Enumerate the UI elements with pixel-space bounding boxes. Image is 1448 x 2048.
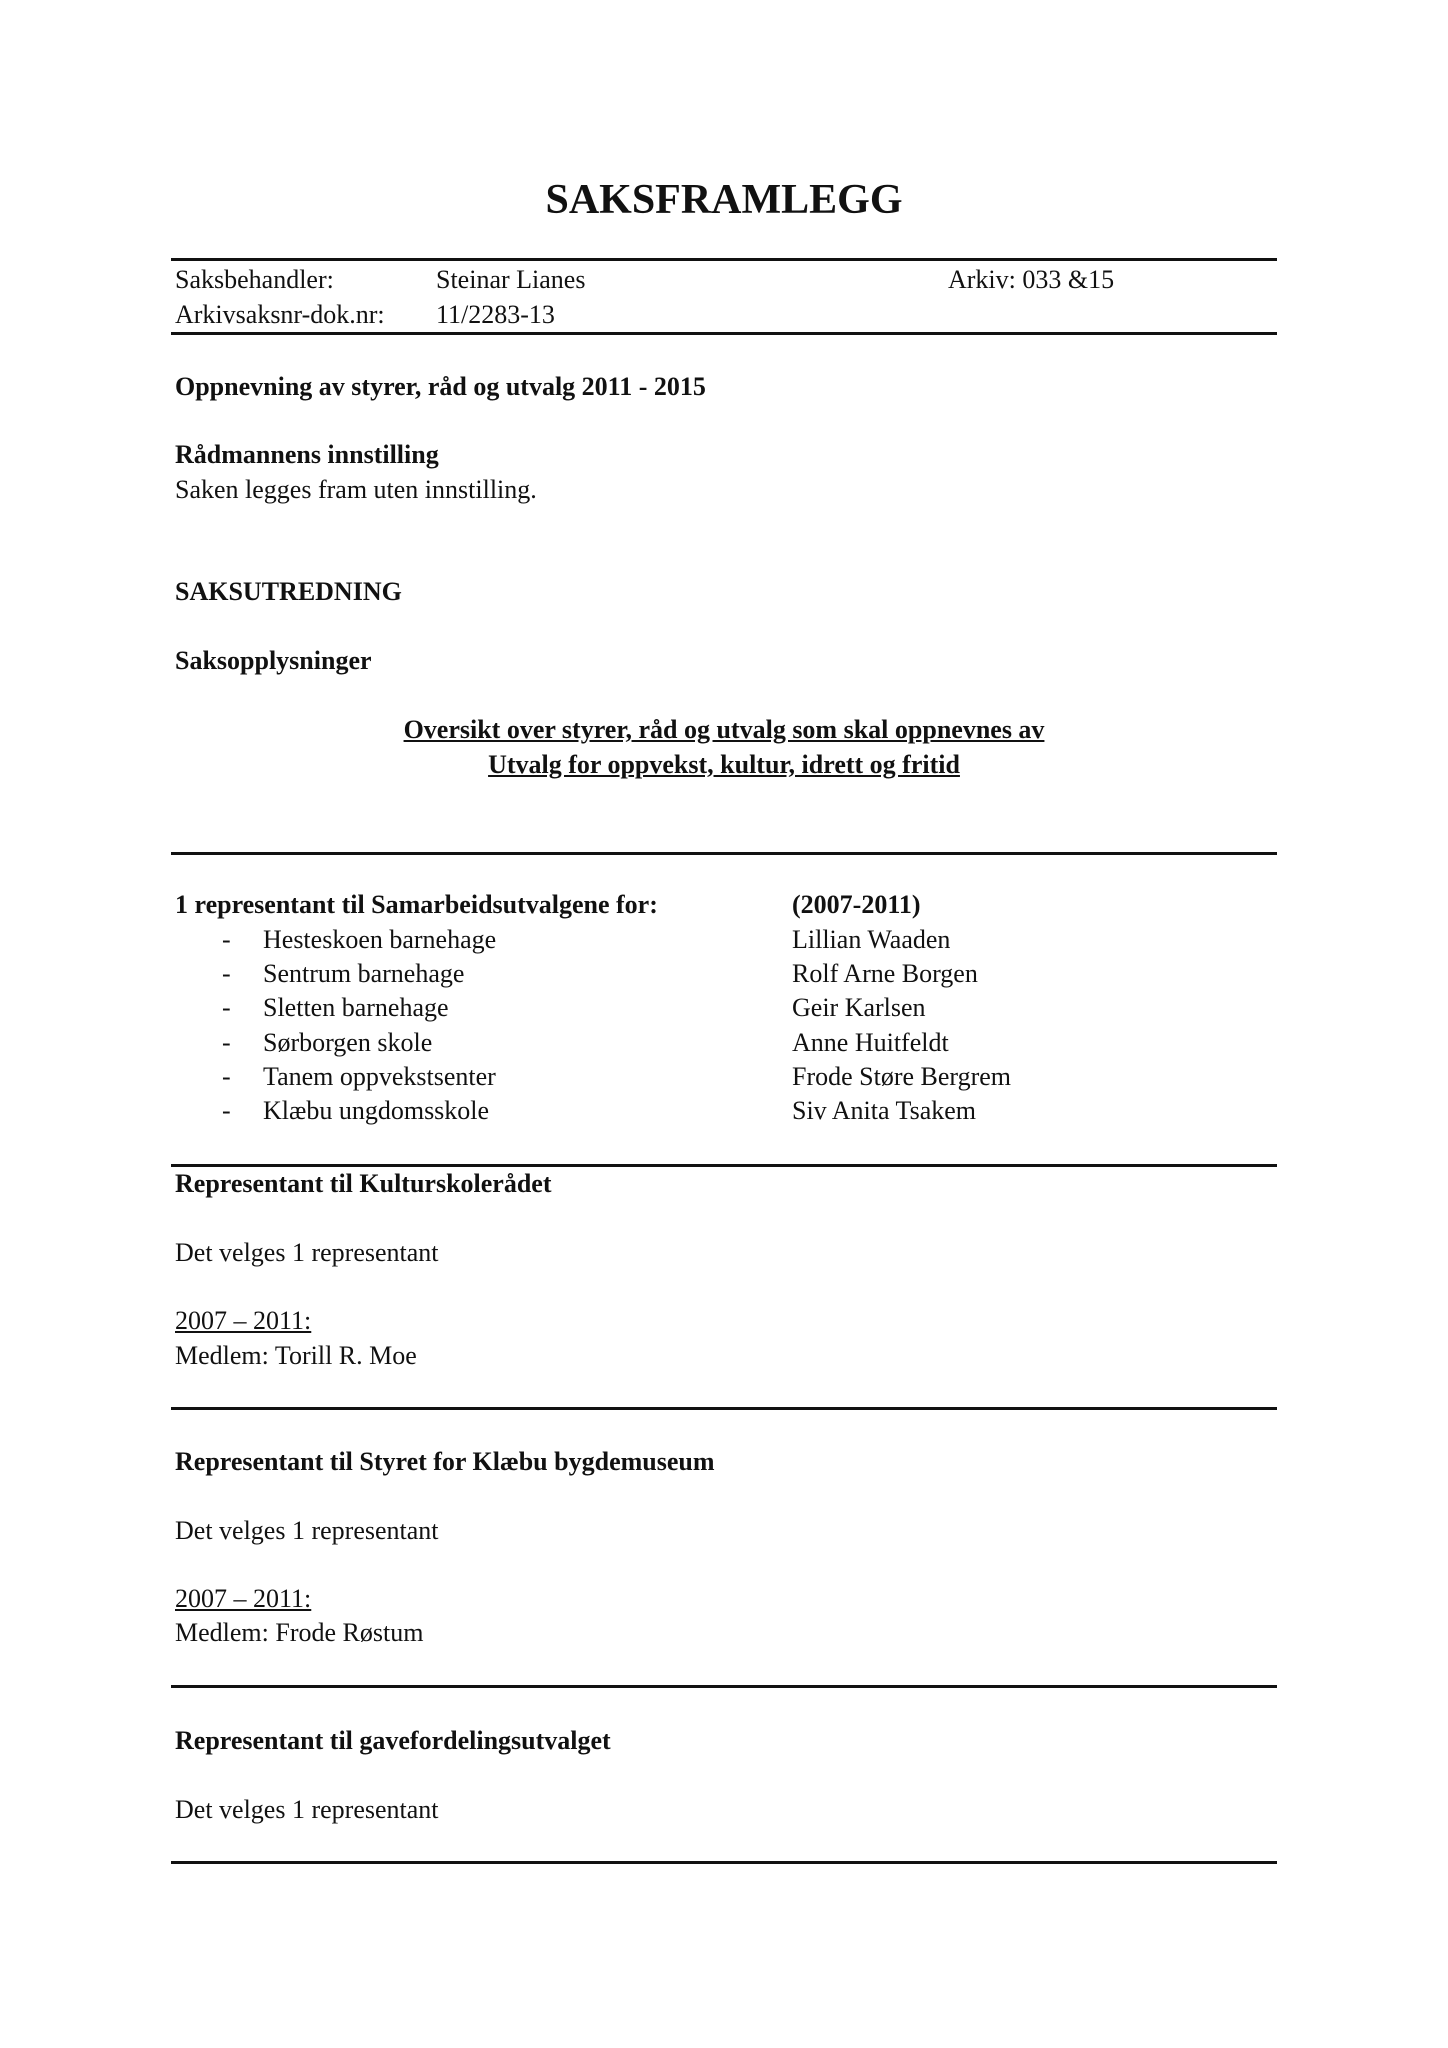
bullet-dash: - <box>222 993 231 1022</box>
person-name: Anne Huitfeldt <box>792 1028 949 1057</box>
saksopplysninger-heading: Saksopplysninger <box>175 646 372 675</box>
divider <box>171 1407 1277 1410</box>
section-text: Det velges 1 representant <box>175 1795 439 1824</box>
divider <box>171 258 1277 261</box>
overview-line-2: Utvalg for oppvekst, kultur, idrett og fritid <box>488 750 960 779</box>
person-name: Lillian Waaden <box>792 925 951 954</box>
divider <box>171 1861 1277 1864</box>
case-title: Oppnevning av styrer, råd og utvalg 2011 - 2015 <box>175 372 706 401</box>
section-period: 2007 – 2011: <box>175 1306 312 1335</box>
section-text: Det velges 1 representant <box>175 1238 439 1267</box>
section-member: Medlem: Frode Røstum <box>175 1618 424 1647</box>
samarbeid-period: (2007-2011) <box>792 890 921 919</box>
section-heading: Representant til Styret for Klæbu bygdemuseum <box>175 1447 715 1476</box>
person-name: Siv Anita Tsakem <box>792 1096 977 1125</box>
section-heading: Representant til Kulturskolerådet <box>175 1169 552 1198</box>
arkiv: Arkiv: 033 &15 <box>948 265 1115 294</box>
unit-name: Klæbu ungdomsskole <box>263 1096 490 1125</box>
arkivsaksnr-value: 11/2283-13 <box>436 300 555 329</box>
unit-name: Sletten barnehage <box>263 993 449 1022</box>
divider <box>171 852 1277 855</box>
bullet-dash: - <box>222 925 231 954</box>
section-member: Medlem: Torill R. Moe <box>175 1341 417 1370</box>
unit-name: Tanem oppvekstsenter <box>263 1062 496 1091</box>
bullet-dash: - <box>222 1028 231 1057</box>
unit-name: Hesteskoen barnehage <box>263 925 497 954</box>
recommendation-text: Saken legges fram uten innstilling. <box>175 475 537 504</box>
samarbeid-heading: 1 representant til Samarbeidsutvalgene for: <box>175 890 658 919</box>
unit-name: Sentrum barnehage <box>263 959 465 988</box>
divider <box>171 1685 1277 1688</box>
saksbehandler-label: Saksbehandler: <box>175 265 334 294</box>
arkivsaksnr-label: Arkivsaksnr-dok.nr: <box>175 300 385 329</box>
bullet-dash: - <box>222 1062 231 1091</box>
bullet-dash: - <box>222 1096 231 1125</box>
section-heading: Representant til gavefordelingsutvalget <box>175 1726 611 1755</box>
person-name: Frode Støre Bergrem <box>792 1062 1012 1091</box>
document-title: SAKSFRAMLEGG <box>545 177 903 223</box>
saksutredning-heading: SAKSUTREDNING <box>175 577 402 606</box>
section-text: Det velges 1 representant <box>175 1516 439 1545</box>
unit-name: Sørborgen skole <box>263 1028 433 1057</box>
overview-line-1: Oversikt over styrer, råd og utvalg som skal oppnevnes av <box>403 715 1045 744</box>
saksbehandler-value: Steinar Lianes <box>436 265 586 294</box>
person-name: Rolf Arne Borgen <box>792 959 978 988</box>
bullet-dash: - <box>222 959 231 988</box>
person-name: Geir Karlsen <box>792 993 926 1022</box>
divider <box>171 332 1277 335</box>
section-period: 2007 – 2011: <box>175 1584 312 1613</box>
recommendation-heading: Rådmannens innstilling <box>175 440 439 469</box>
